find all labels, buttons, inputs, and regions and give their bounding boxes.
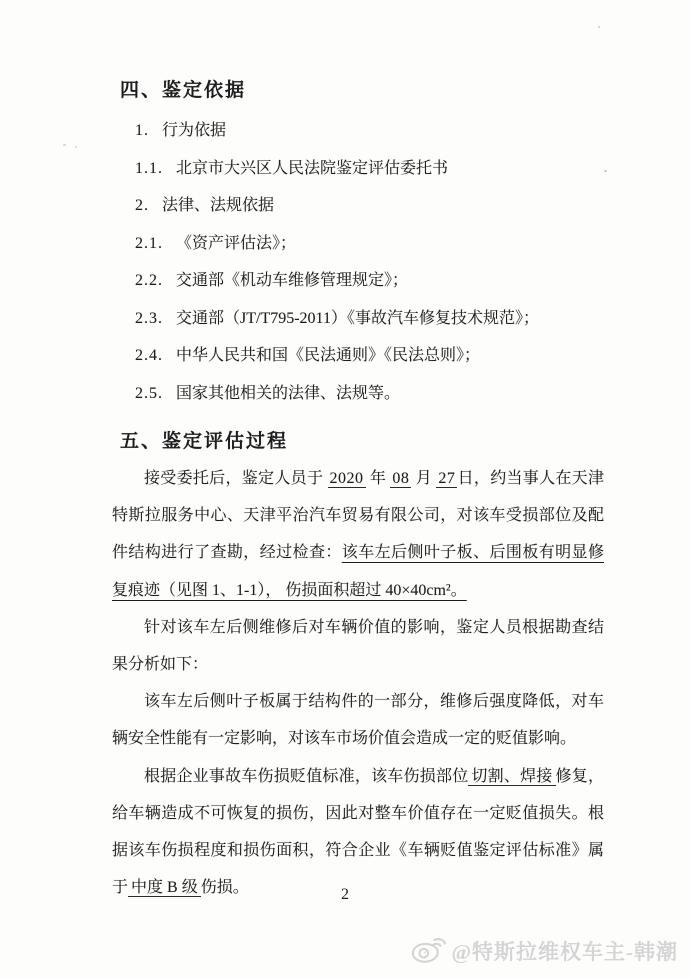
document-body (112, 70, 604, 906)
date-unit: 年 (369, 470, 387, 487)
item-text: 中华人民共和国《民法通则》《民法总则》； (176, 347, 481, 364)
list-item (135, 112, 604, 150)
weibo-icon (410, 936, 446, 966)
item-number: 2.5. (135, 384, 163, 402)
paragraph-text: 修复，给车辆造成不可恢复的损伤，因此对整车价值存在一定贬值损失。根据该车伤损程度和损伤面积，符合企业《车辆贬值鉴定评估标准》属于 (112, 767, 604, 897)
paragraph-structural-impact (112, 683, 604, 757)
item-number: 1. (135, 122, 149, 139)
underlined-month: 08 (392, 470, 410, 487)
paragraph-text: 日，约当事人在天津特斯拉服务中心、天津平治汽车贸易有限公司，对该车受损部位及配件结构进行了查勘，经过检查： (112, 470, 604, 562)
paragraph-text: 伤损。 (200, 879, 249, 897)
list-item (135, 375, 604, 413)
watermark-text: @特斯拉维权车主-韩潮 (451, 940, 678, 964)
paragraph-text: 接受委托后，鉴定人员于 (144, 470, 324, 487)
underlined-repair-method: 切割、焊接 (468, 768, 555, 786)
item-text: 国家其他相关的法律、法规等。 (176, 384, 401, 402)
underlined-day: 27 (438, 470, 456, 487)
item-number: 1.1. (135, 159, 163, 177)
item-number: 2.3. (135, 309, 163, 327)
scan-speck (604, 170, 607, 172)
list-item (135, 262, 604, 300)
item-number: 2.1. (135, 234, 163, 252)
scan-speck (598, 26, 600, 28)
item-number: 2.2. (135, 272, 163, 289)
item-text: 北京市大兴区人民法院鉴定评估委托书 (176, 159, 449, 177)
scan-speck (75, 146, 77, 148)
item-text: 法律、法规依据 (162, 197, 275, 214)
paragraph-text: 根据企业事故车伤损贬值标准，该车伤损部位 (144, 767, 469, 785)
item-number: 2. (135, 197, 149, 214)
underlined-year: 2020 (329, 470, 364, 487)
paragraph-text: 该车左后侧叶子板属于结构件的一部分，维修后强度降低，对车辆安全性能有一定影响，对该车市场价值会造成一定的贬值影响。 (112, 693, 604, 748)
item-text: 《资产评估法》； (176, 234, 297, 252)
paragraph-text: 针对该车左后侧维修后对车辆价值的影响，鉴定人员根据勘查结果分析如下： (112, 618, 604, 674)
item-text: 交通部（JT/T795-2011）《事故汽车修复技术规范》； (176, 309, 539, 327)
paragraph-analysis-intro (112, 609, 604, 683)
legal-basis-list (112, 112, 604, 412)
watermark (410, 936, 678, 966)
item-text: 交通部《机动车维修管理规定》； (176, 272, 409, 289)
underlined-finding: 该车左后侧叶子板、后围板有明显修复痕迹（见图 1、1-1）， 伤损面积超过 40×40cm²。 (112, 544, 604, 599)
list-item (135, 300, 604, 338)
underlined-damage-grade: 中度 B 级 (128, 879, 201, 897)
paragraph-inspection (112, 460, 604, 609)
list-item (135, 337, 604, 375)
item-text: 行为依据 (162, 122, 227, 139)
section-heading-appraisal-process: 五、鉴定评估过程 (120, 431, 289, 452)
list-item (135, 150, 604, 188)
page-number: 2 (341, 886, 349, 903)
section-heading-appraisal-basis: 四、鉴定依据 (120, 80, 247, 101)
scan-speck (63, 144, 66, 146)
paragraph-depreciation-conclusion (112, 758, 604, 907)
list-item (135, 187, 604, 225)
item-number: 2.4. (135, 347, 163, 364)
date-unit: 月 (415, 470, 433, 487)
list-item (135, 225, 604, 263)
